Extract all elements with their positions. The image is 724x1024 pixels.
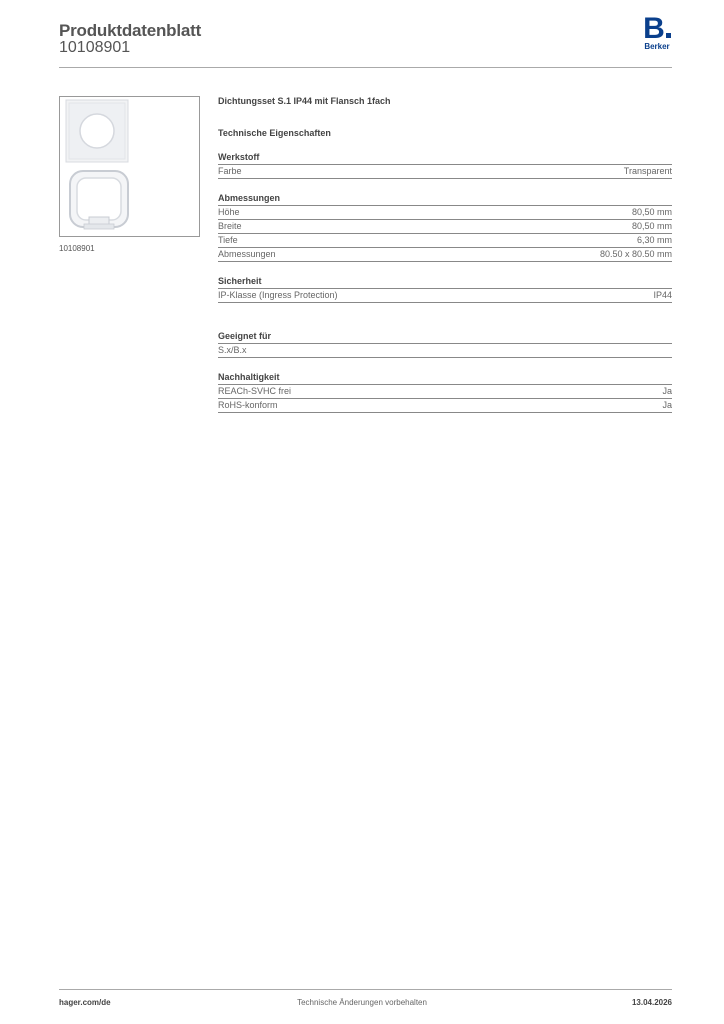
header-divider [59, 67, 672, 68]
product-title: Dichtungsset S.1 IP44 mit Flansch 1fach [218, 96, 391, 106]
spec-row [218, 234, 672, 248]
logo-dot [666, 33, 671, 38]
spec-label: Farbe [218, 166, 242, 176]
spec-row [218, 206, 672, 220]
group-title: Nachhaltigkeit [218, 372, 672, 385]
spec-row [218, 344, 672, 358]
logo-text: Berker [644, 42, 670, 51]
spec-group-abmessungen [218, 193, 672, 262]
spec-group-geeignet [218, 331, 672, 358]
group-title: Sicherheit [218, 276, 672, 289]
spec-label: Höhe [218, 207, 240, 217]
product-image [59, 96, 200, 237]
image-caption: 10108901 [59, 244, 95, 253]
spec-label: IP-Klasse (Ingress Protection) [218, 290, 338, 300]
section-title: Technische Eigenschaften [218, 128, 331, 138]
logo-letter: B [643, 12, 665, 45]
berker-logo [640, 12, 674, 51]
page-title: Produktdatenblatt [59, 21, 202, 40]
footer-date: 13.04.2026 [631, 998, 672, 1007]
spec-value: 80.50 x 80.50 mm [599, 249, 672, 259]
spec-value: 6,30 mm [636, 235, 672, 245]
spec-group-nachhaltigkeit [218, 372, 672, 413]
spec-row [218, 220, 672, 234]
footer-divider [59, 989, 672, 990]
group-title: Abmessungen [218, 193, 672, 206]
spec-label: REACh-SVHC frei [218, 386, 292, 396]
product-number: 10108901 [59, 39, 131, 56]
spec-label: Tiefe [218, 235, 238, 245]
spec-label: S.x/B.x [218, 345, 247, 355]
spec-row [218, 165, 672, 179]
spec-row [218, 399, 672, 413]
spec-value: Transparent [623, 166, 672, 176]
footer-disclaimer: Technische Änderungen vorbehalten [297, 998, 427, 1007]
spec-label: Breite [218, 221, 242, 231]
spec-group-werkstoff [218, 152, 672, 179]
spec-value: 80,50 mm [631, 221, 672, 231]
spec-label: Abmessungen [218, 249, 276, 259]
product-illustration [60, 97, 199, 236]
spec-value: Ja [662, 400, 672, 410]
spec-row [218, 385, 672, 399]
spec-value: 80,50 mm [631, 207, 672, 217]
spec-label: RoHS-konform [218, 400, 278, 410]
spec-group-sicherheit [218, 276, 672, 303]
group-title: Geeignet für [218, 331, 672, 344]
footer-website-link[interactable]: hager.com/de [59, 998, 111, 1007]
spec-row [218, 289, 672, 303]
spec-content [218, 96, 672, 427]
spec-value: Ja [662, 386, 672, 396]
spec-row [218, 248, 672, 262]
group-title: Werkstoff [218, 152, 672, 165]
spec-value: IP44 [653, 290, 672, 300]
